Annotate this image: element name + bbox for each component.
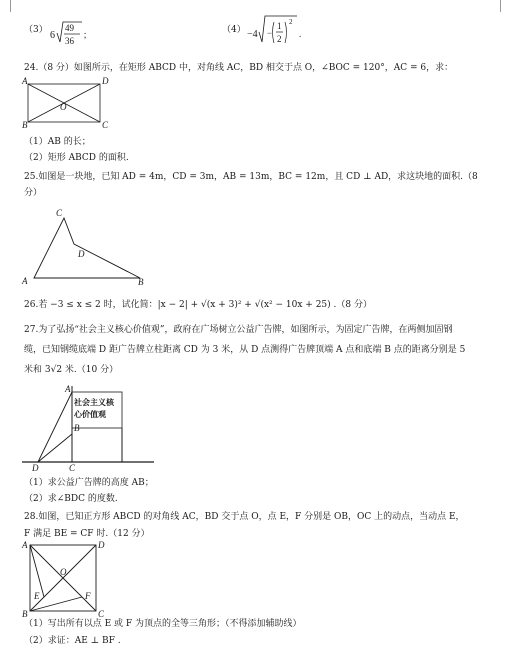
item-4-label: （4） <box>222 25 246 35</box>
segment-ae <box>30 545 44 597</box>
label-a: A <box>22 76 28 86</box>
q24-figure <box>22 76 112 130</box>
q27-figure <box>22 382 157 474</box>
label-o: O <box>60 567 67 577</box>
label-o: O <box>60 102 67 112</box>
label-b: B <box>22 609 28 619</box>
q24-sub2: （2）矩形 ABCD 的面积. <box>24 153 129 163</box>
item-4-exponent: 2 <box>289 18 293 26</box>
item-4-minus: − <box>267 28 273 38</box>
q27-sub1: （1）求公益广告牌的高度 AB； <box>24 478 154 488</box>
q27-sub2: （2）求∠BDC 的度数. <box>24 494 118 504</box>
q28-sub2: （2）求证：AE ⊥ BF . <box>24 636 121 646</box>
quadrilateral-abcd <box>34 218 140 278</box>
label-d: D <box>78 249 85 259</box>
cable-db <box>38 434 72 462</box>
left-margin-mark <box>10 0 11 12</box>
label-a: A <box>22 276 28 286</box>
item-4-end: . <box>299 29 302 39</box>
q25-line2: 分） <box>24 188 43 198</box>
q28-line2: F 满足 BE = CF 时.（12 分） <box>24 529 150 539</box>
label-c: C <box>69 463 76 473</box>
item-4-formula <box>247 14 317 54</box>
cable-da <box>38 392 72 462</box>
label-c: C <box>56 208 63 218</box>
q26-text: 26.若 −3 ≤ x ≤ 2 时，试化简：|x − 2| + √(x + 3)² + √(x² − 10x + 25) .（8 分） <box>24 300 372 310</box>
left-paren <box>273 22 275 43</box>
q25-figure <box>22 206 152 288</box>
item-4 <box>222 24 246 36</box>
q25-line1: 25.如图是一块地，已知 AD = 4m，CD = 3m，AB = 13m，BC = 12m，且 CD ⊥ AD，求这块地的面积.（8 <box>24 172 478 182</box>
label-d: D <box>98 540 105 550</box>
item-3-formula <box>50 18 110 52</box>
label-e: E <box>34 591 40 601</box>
right-margin-mark <box>500 0 501 12</box>
q24-sub1: （1）AB 的长； <box>24 137 91 147</box>
label-d: D <box>32 463 39 473</box>
label-f: F <box>85 591 91 601</box>
label-b: B <box>22 120 28 130</box>
q27-line3: 米和 3√2 米.（10 分） <box>24 365 119 375</box>
item-4-numerator: 1 <box>277 21 282 31</box>
label-d: D <box>102 76 109 86</box>
label-b: B <box>74 423 80 433</box>
q27-line2: 缆，已知钢缆底端 D 距广告牌立柱距离 CD 为 3 米，从 D 点测得广告牌顶端 A 点和底端 B 点的距离分别是 5 <box>24 345 466 355</box>
item-4-coef: −4 <box>247 29 258 40</box>
q27-line1: 27.为了弘扬“社会主义核心价值观”，政府在广场树立公益广告牌，如图所示，为固定广告牌，在两侧加固钢 <box>24 325 453 335</box>
sign-text-2: 心价值观 <box>74 410 106 419</box>
q28-figure <box>22 541 112 619</box>
item-3 <box>24 24 48 36</box>
item-4-denominator: 2 <box>277 34 282 44</box>
label-c: C <box>102 120 109 130</box>
q24-stem: 24.（8 分）如图所示，在矩形 ABCD 中，对角线 AC，BD 相交于点 O，∠BOC = 120°，AC = 6，求： <box>24 63 454 73</box>
item-3-label: （3） <box>24 25 48 35</box>
item-3-coef: 6 <box>50 30 55 41</box>
item-3-denominator: 36 <box>65 36 74 46</box>
q28-line1: 28.如图，已知正方形 ABCD 的对角线 AC，BD 交于点 O，点 E，F 分别是 OB，OC 上的动点，当动点 E， <box>24 512 465 522</box>
label-b: B <box>138 277 144 287</box>
right-paren <box>285 22 287 43</box>
sign-text-1: 社会主义核 <box>74 398 114 407</box>
label-a: A <box>22 540 28 550</box>
label-c: C <box>98 609 105 619</box>
item-3-numerator: 49 <box>65 23 74 33</box>
label-a: A <box>65 384 71 394</box>
q28-sub1: （1）写出所有以点 E 或 F 为顶点的全等三角形；（不得添加辅助线） <box>24 619 302 629</box>
item-3-end: ； <box>83 30 93 40</box>
